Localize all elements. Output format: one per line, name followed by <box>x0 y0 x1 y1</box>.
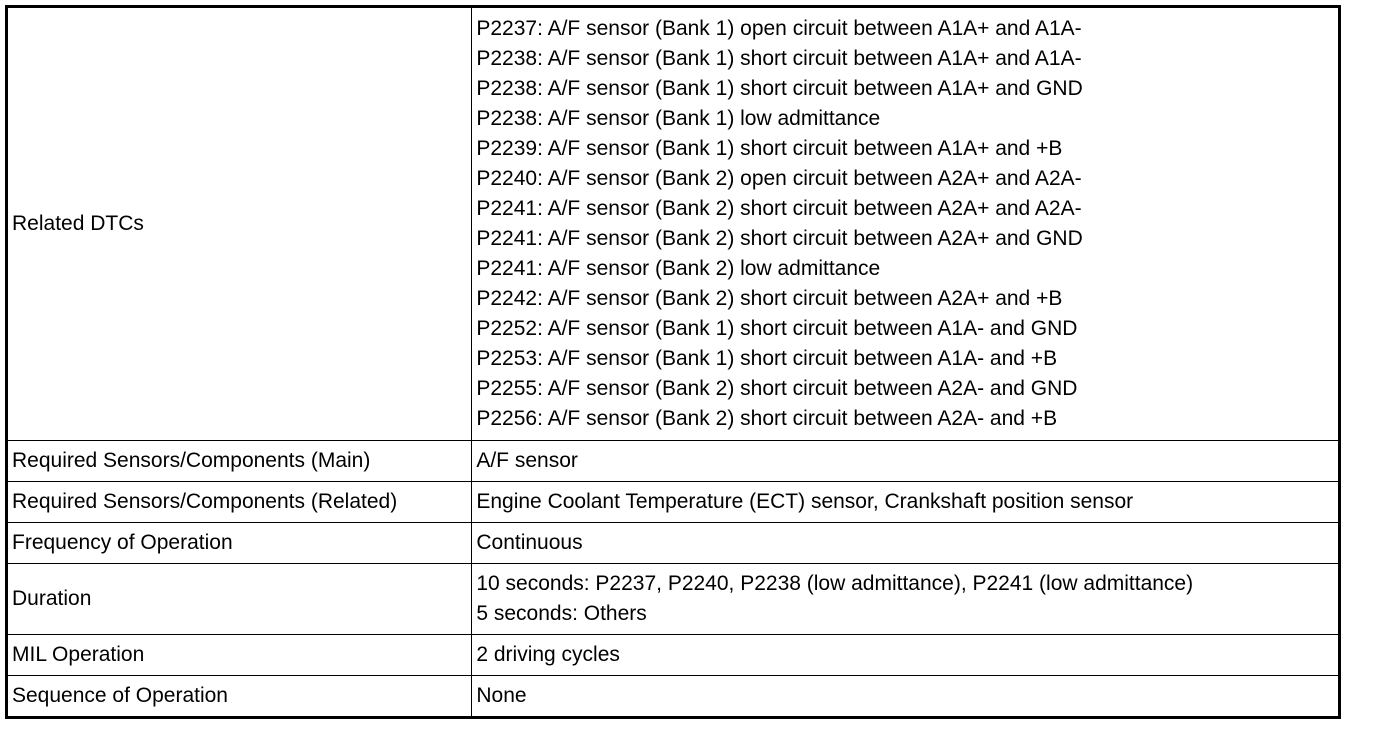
dtc-line: P2240: A/F sensor (Bank 2) open circuit between A2A+ and A2A- <box>476 167 1082 190</box>
table-row-frequency <box>7 523 1340 564</box>
table-row-sequence <box>7 676 1340 718</box>
row-label: Duration <box>7 564 472 635</box>
dtc-line: P2253: A/F sensor (Bank 1) short circuit between A1A- and +B <box>476 347 1058 370</box>
dtc-line: P2255: A/F sensor (Bank 2) short circuit between A2A- and GND <box>476 377 1078 400</box>
row-value <box>472 7 1340 441</box>
value-line: A/F sensor <box>476 449 578 472</box>
value-line: 5 seconds: Others <box>476 602 647 625</box>
monitor-spec-table <box>5 5 1341 719</box>
dtc-line: P2256: A/F sensor (Bank 2) short circuit between A2A- and +B <box>476 407 1058 430</box>
dtc-line: P2238: A/F sensor (Bank 1) low admittance <box>476 107 881 130</box>
dtc-line: P2238: A/F sensor (Bank 1) short circuit between A1A+ and A1A- <box>476 47 1082 70</box>
dtc-line: P2238: A/F sensor (Bank 1) short circuit between A1A+ and GND <box>476 77 1083 100</box>
dtc-line: P2252: A/F sensor (Bank 1) short circuit between A1A- and GND <box>476 317 1078 340</box>
row-label: Frequency of Operation <box>7 523 472 564</box>
value-line: 10 seconds: P2237, P2240, P2238 (low admittance), P2241 (low admittance) <box>476 572 1194 595</box>
table-row-required-main <box>7 441 1340 482</box>
row-value <box>472 482 1340 523</box>
dtc-line: P2241: A/F sensor (Bank 2) short circuit between A2A+ and A2A- <box>476 197 1082 220</box>
row-value <box>472 523 1340 564</box>
row-label: Required Sensors/Components (Main) <box>7 441 472 482</box>
table-row-required-related <box>7 482 1340 523</box>
value-line: 2 driving cycles <box>476 643 620 666</box>
row-label: Related DTCs <box>7 7 472 441</box>
dtc-line: P2241: A/F sensor (Bank 2) short circuit between A2A+ and GND <box>476 227 1083 250</box>
row-value <box>472 564 1340 635</box>
row-value <box>472 676 1340 718</box>
row-value <box>472 635 1340 676</box>
table-row-mil-operation <box>7 635 1340 676</box>
dtc-line: P2239: A/F sensor (Bank 1) short circuit between A1A+ and +B <box>476 137 1063 160</box>
value-line: Engine Coolant Temperature (ECT) sensor, Crankshaft position sensor <box>476 490 1134 513</box>
value-line: None <box>476 684 527 707</box>
row-label: Sequence of Operation <box>7 676 472 718</box>
table-row-related-dtcs <box>7 7 1340 441</box>
value-line: Continuous <box>476 531 583 554</box>
row-value <box>472 441 1340 482</box>
row-label: MIL Operation <box>7 635 472 676</box>
dtc-line: P2241: A/F sensor (Bank 2) low admittance <box>476 257 881 280</box>
dtc-line: P2237: A/F sensor (Bank 1) open circuit between A1A+ and A1A- <box>476 17 1082 40</box>
table-row-duration <box>7 564 1340 635</box>
dtc-line: P2242: A/F sensor (Bank 2) short circuit between A2A+ and +B <box>476 287 1063 310</box>
row-label: Required Sensors/Components (Related) <box>7 482 472 523</box>
